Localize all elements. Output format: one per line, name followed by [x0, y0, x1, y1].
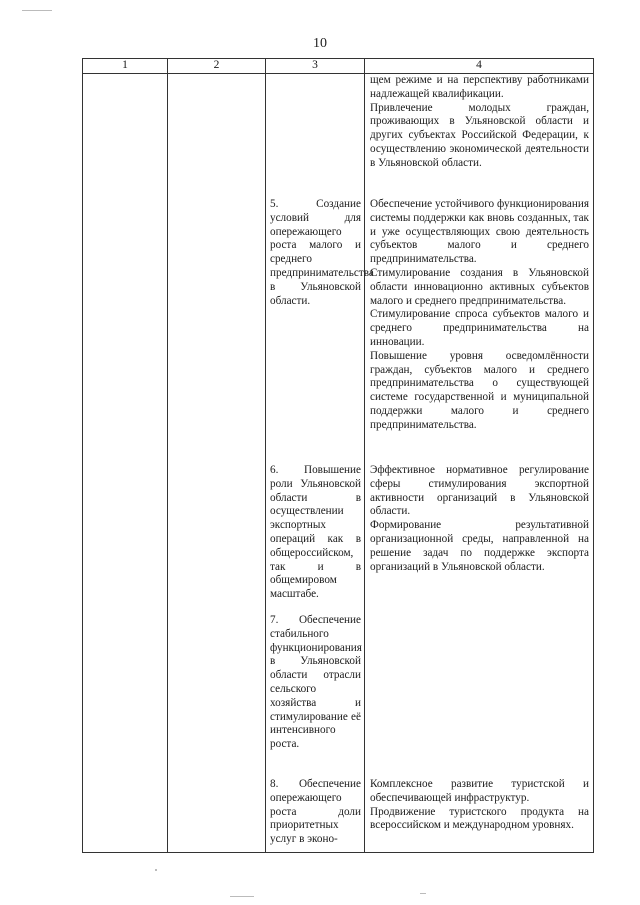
measure-paragraph: Привлечение молодых граждан, проживающих в Ульяновской области и других субъектах Российской Федерации, к осуществлению экономической деятельности в Ульяновской области. [370, 101, 589, 169]
measure-paragraph: Стимулирование создания в Ульяновской области инновационно активных субъектов малого и среднего предпринимательства. [370, 266, 589, 307]
column-header-3: 3 [266, 59, 365, 74]
column-header-4: 4 [365, 59, 594, 74]
measures-task-5 [370, 198, 589, 433]
measure-paragraph: Стимулирование спроса субъектов малого и среднего предпринимательства на инновации. [370, 308, 589, 348]
measure-paragraph: Эффективное нормативное регулирование сферы стимулирования экспортной активности организаций в Ульяновской области. [370, 464, 589, 518]
measure-paragraph: Комплексное развитие туристской и обеспечивающей инфраструктур. [370, 778, 589, 804]
task-8: 8. Обеспечение опережающего роста доли приоритетных услуг в эконо- [270, 778, 361, 846]
cell-column-4 [365, 74, 594, 853]
column-header-1: 1 [83, 59, 168, 74]
measures-top-group [370, 74, 589, 171]
measure-paragraph: Повышение уровня осведомлённости граждан, субъектов малого и среднего предпринимательства о существующей системе государственной и муниципальной поддержки малого и среднего предпринимательства. [370, 349, 589, 431]
task-7: 7. Обеспечение стабильного функционирования в Ульяновской области отрасли сельского хозяйства и стимулирование её интенсивного роста. [270, 614, 362, 751]
cell-column-3 [266, 74, 374, 853]
measures-task-8 [370, 778, 589, 833]
measure-paragraph: Обеспечение устойчивого функционирования системы поддержки как вновь созданных, так и уже осуществляющих свою деятельность субъектов малого и среднего предпринимательства. [370, 198, 589, 266]
column-header-2: 2 [168, 59, 266, 74]
objectives-table [82, 58, 594, 853]
scan-artifact [420, 893, 426, 894]
table-header-row [83, 59, 594, 74]
table-row [83, 74, 594, 853]
task-5: 5. Создание условий для опережающего роста малого и среднего предпринимательства в Ульяновской области. [270, 198, 374, 307]
measures-task-6 [370, 464, 589, 574]
scan-artifact [155, 869, 157, 871]
task-6: 6. Повышение роли Ульяновской области в осуществлении экспортных операций как в общероссийском, так и в общемировом масштабе. [270, 464, 361, 601]
measure-paragraph: Продвижение туристского продукта на всероссийском и международном уровнях. [370, 805, 589, 832]
measure-paragraph: щем режиме и на перспективу работниками надлежащей квалификации. [370, 74, 589, 100]
cell-column-2 [168, 74, 266, 853]
page-number: 10 [313, 36, 327, 51]
scan-artifact [230, 896, 254, 897]
scan-artifact [22, 10, 52, 11]
measure-paragraph: Формирование результативной организационной среды, направленной на решение задач по поддержке экспорта организаций в Ульяновской области. [370, 519, 589, 573]
cell-column-1 [83, 74, 168, 853]
